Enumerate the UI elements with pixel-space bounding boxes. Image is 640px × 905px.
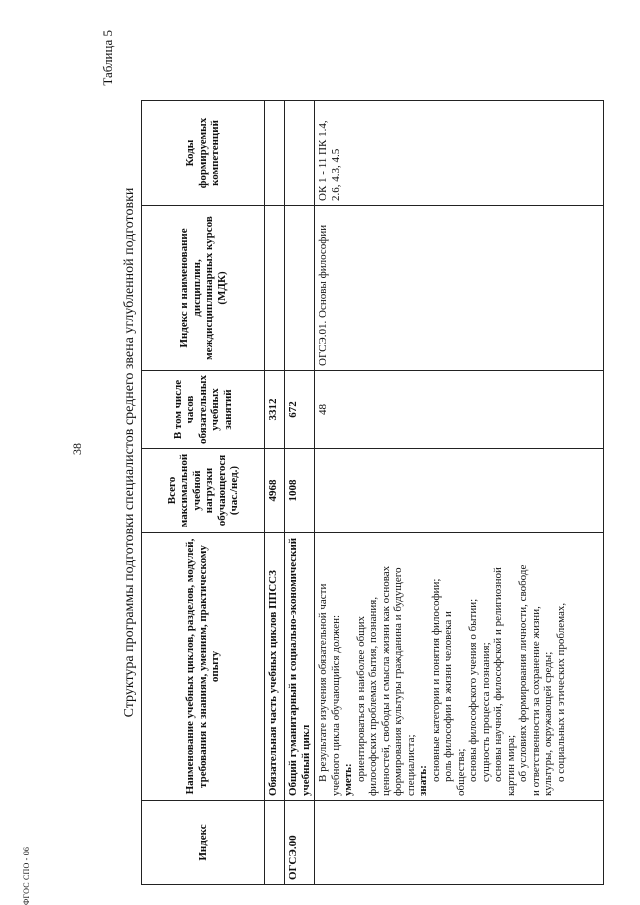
requirement-heading-knowledge: знать:: [417, 765, 429, 796]
cycle-index: ОГСЭ.00: [285, 801, 315, 885]
total-competences-cell: [265, 100, 285, 205]
total-mandatory-hours: 3312: [265, 370, 285, 448]
requirement-line: философских проблемах бытия, познания,: [367, 596, 379, 796]
requirement-line: формирования культуры гражданина и будущего: [392, 567, 404, 796]
requirement-line: об условиях формирования личности, свободе: [517, 564, 529, 782]
requirement-line: о социальных и этических проблемах,: [554, 602, 567, 782]
header-row: [142, 100, 265, 884]
requirement-line: основы научной, философской и религиозной: [492, 567, 504, 782]
header-competences: Коды формируемых компетенций: [142, 100, 265, 205]
total-name: Обязательная часть учебных циклов ППССЗ: [265, 533, 285, 801]
table-row-cycle: [285, 100, 315, 884]
cycle-name: Общий гуманитарный и социально-экономический учебный цикл: [285, 533, 315, 801]
requirement-line: общества;: [454, 748, 467, 796]
discipline-competences: ОК 1 - 11 ПК 1.4, 2.6, 4.3, 4.5: [315, 100, 604, 205]
header-name: Наименование учебных циклов, разделов, модулей, требования к знаниям, умениям, практическому опыту: [142, 533, 265, 801]
table-label: Таблица 5: [100, 30, 115, 86]
requirement-line: основные категории и понятия философии;: [429, 578, 442, 782]
header-index: Индекс: [142, 801, 265, 885]
table-row-total: [265, 100, 285, 884]
requirement-heading-skills: уметь:: [342, 763, 354, 796]
cycle-competences-cell: [285, 100, 315, 205]
discipline-mandatory-hours: 48: [315, 370, 604, 448]
discipline-max-load-cell: [315, 449, 604, 533]
requirement-line: роль философии в жизни человека и: [442, 611, 454, 782]
document-title: Структура программы подготовки специалистов среднего звена углубленной подготовки: [122, 187, 137, 718]
footer-code: ФГОС СПО - 06: [22, 846, 31, 905]
requirement-line: ценностей, свободы и смысла жизни как основах: [379, 565, 392, 796]
requirement-line: учебного цикла обучающийся должен:: [329, 614, 342, 796]
total-max-load: 4968: [265, 449, 285, 533]
header-max-load: Всего максимальной учебной нагрузки обучающегося (час./нед.): [142, 449, 265, 533]
header-discipline: Индекс и наименование дисциплин, междисциплинарных курсов (МДК): [142, 205, 265, 370]
requirement-line: культуры, окружающей среды;: [542, 651, 554, 796]
cycle-discipline-cell: [285, 205, 315, 370]
requirement-line: картин мира;: [504, 734, 517, 796]
table-row-discipline: [315, 100, 604, 884]
requirement-line: основы философского учения о бытии;: [467, 598, 479, 782]
requirement-line: специалиста;: [404, 734, 417, 796]
structure-table: [141, 100, 604, 885]
total-discipline-cell: [265, 205, 285, 370]
cycle-mandatory-hours: 672: [285, 370, 315, 448]
requirement-line: сущность процесса познания;: [479, 642, 492, 782]
total-index-cell: [265, 801, 285, 885]
page-number: 38: [70, 443, 84, 455]
requirement-line: В результате изучения обязательной части: [317, 583, 329, 782]
discipline-index-cell: [315, 801, 604, 885]
requirement-line: и ответственности за сохранение жизни,: [529, 606, 542, 796]
requirement-line: ориентироваться в наиболее общих: [354, 615, 367, 782]
cycle-max-load: 1008: [285, 449, 315, 533]
header-mandatory-hours: В том числе часов обязательных учебных занятий: [142, 370, 265, 448]
discipline-requirements: [315, 533, 604, 801]
discipline-name: ОГСЭ.01. Основы философии: [315, 205, 604, 370]
